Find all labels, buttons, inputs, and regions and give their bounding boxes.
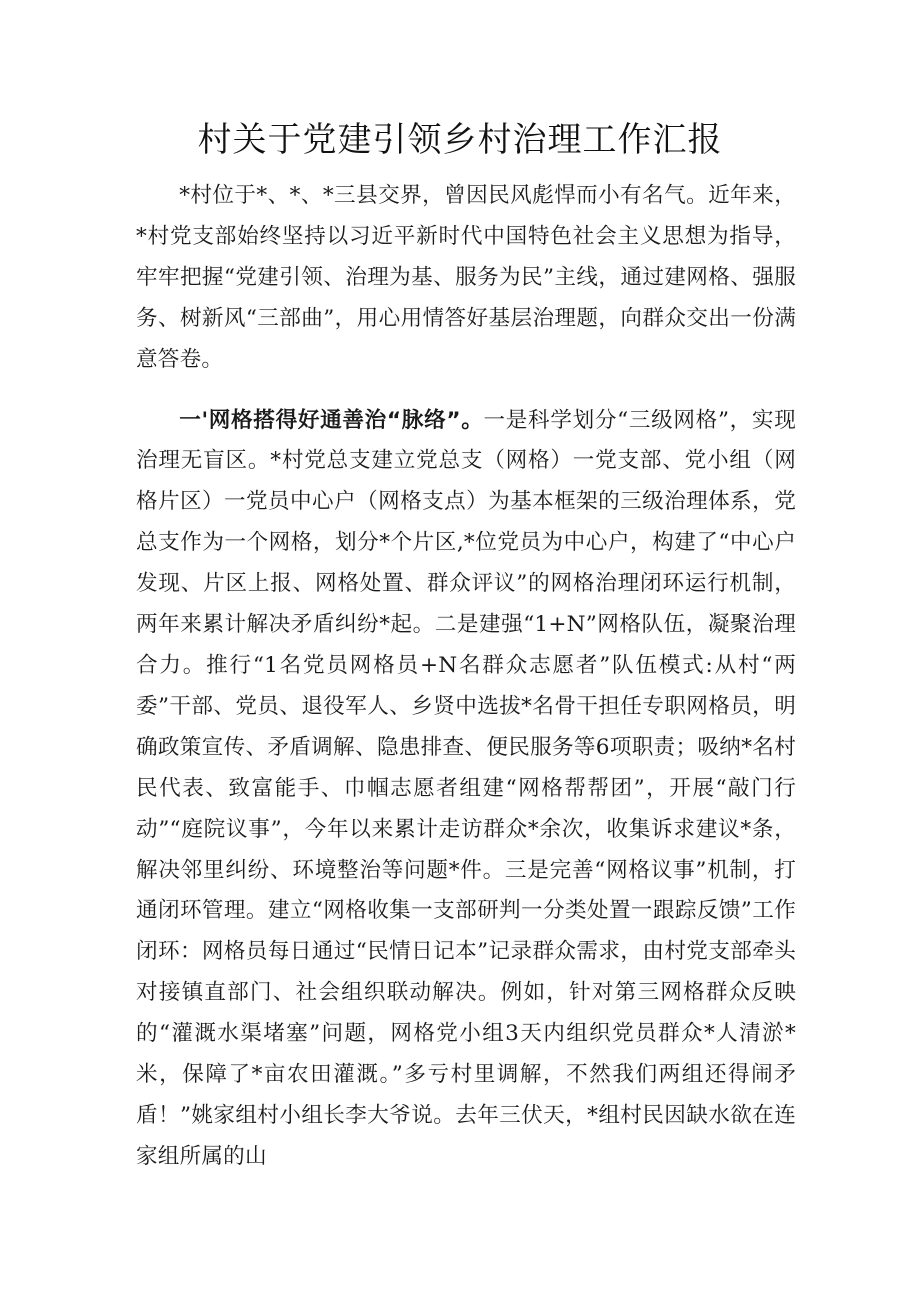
paragraph-text: *村位于*、*、*三县交界，曾因民风彪悍而小有名气。近年来，*村党支部始终坚持以习近平新时代中国特色社会主义思想为指导，牢牢把握“党建引领、治理为基、服务为民”主线，通过建网格、强服务、树新风“三部曲”，用心用情答好基层治理题，向群众交出一份满意答卷。 xyxy=(136,183,796,372)
document-body xyxy=(136,176,796,1178)
paragraph-section-one xyxy=(136,401,796,1178)
paragraph-intro xyxy=(136,176,796,381)
document-title: 村关于党建引领乡村治理工作汇报 xyxy=(197,120,723,160)
paragraph-text: 一是科学划分“三级网格”，实现治理无盲区。*村党总支建立党总支（网格）一党支部、党小组（网格片区）一党员中心户（网格支点）为基本框架的三级治理体系，党总支作为一个网格，划分*个片区,*位党员为中心户，构建了“中心户发现、片区上报、网格处置、群众评议”的网格治理闭环运行机制，两年来累计解决矛盾纠纷*起。二是建强“1+N”网格队伍，凝聚治理合力。推行“1名党员网格员+N名群众志愿者”队伍模式:从村“两委”干部、党员、退役军人、乡贤中选拔*名骨干担任专职网格员，明确政策宣传、矛盾调解、隐患排查、便民服务等6项职责；吸纳*名村民代表、致富能手、巾帼志愿者组建“网格帮帮团”，开展“敲门行动”“庭院议事”，今年以来累计走访群众*余次，收集诉求建议*条，解决邻里纠纷、环境整治等问题*件。三是完善“网格议事”机制，打通闭环管理。建立“网格收集一支部研判一分类处置一跟踪反馈”工作闭环：网格员每日通过“民情日记本”记录群众需求，由村党支部牵头对接镇直部门、社会组织联动解决。例如，针对第三网格群众反映的“灌溉水渠堵塞”问题，网格党小组3天内组织党员群众*人清淤*米，保障了*亩农田灌溉。”多亏村里调解，不然我们两组还得闹矛盾！”姚家组村小组长李大爷说。去年三伏天，*组村民因缺水欲在连家组所属的山 xyxy=(136,407,796,1169)
section-heading: 一'网格搭得好通善治“脉络”。 xyxy=(179,407,484,433)
